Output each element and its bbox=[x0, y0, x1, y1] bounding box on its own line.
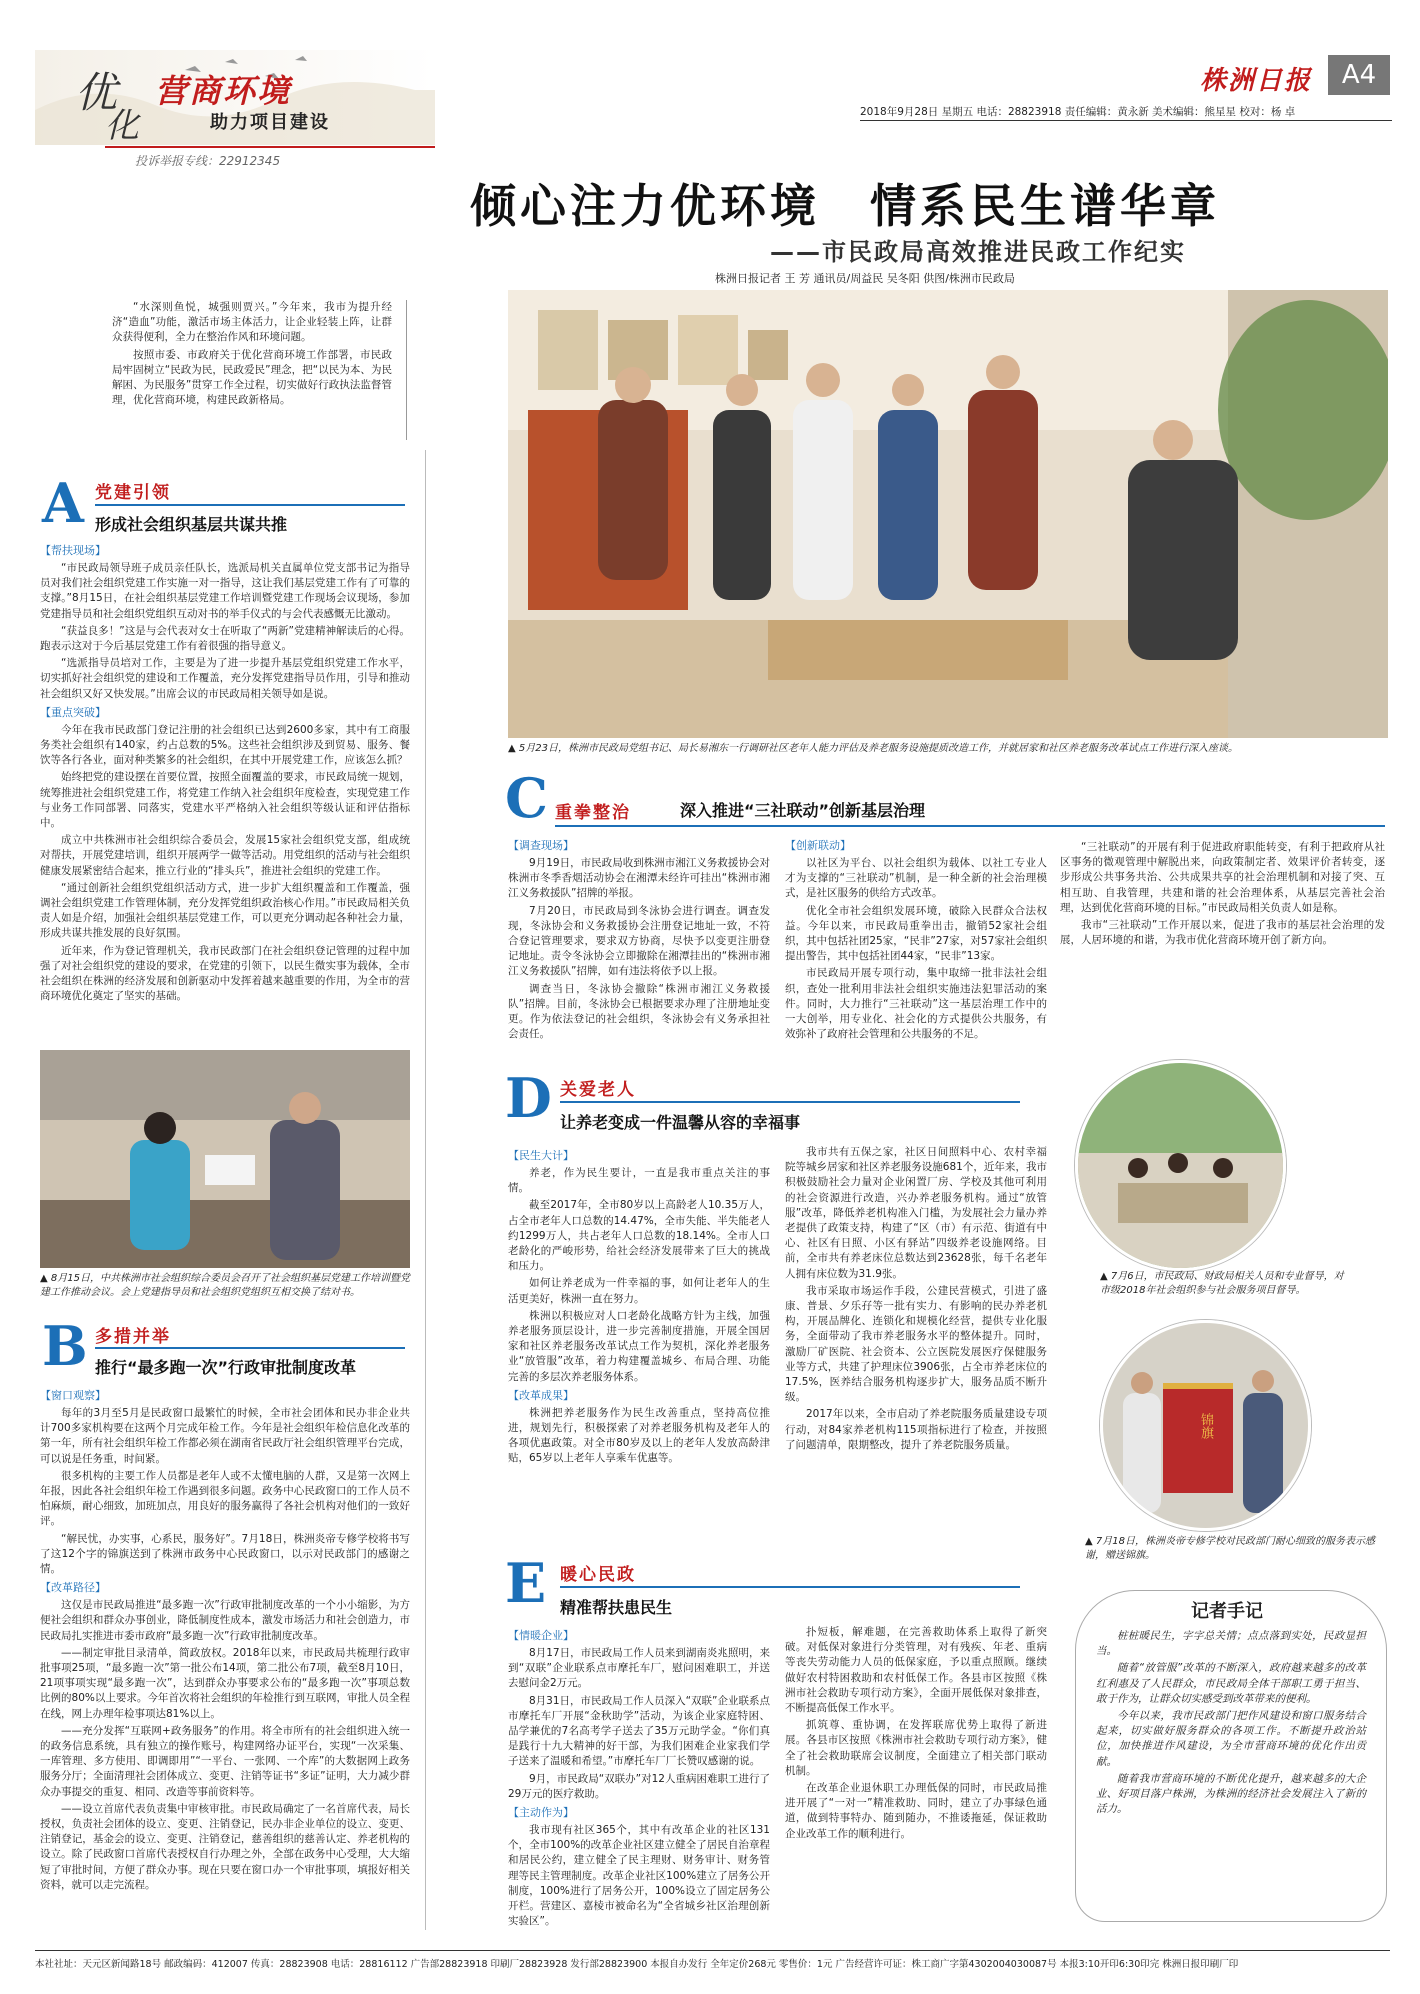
section-d-col1 bbox=[508, 1145, 770, 1545]
section-e-col1 bbox=[508, 1625, 770, 1945]
intro-paragraph: “水深则鱼悦，城强则贾兴。”今年来，我市为提升经济“造血”功能，激活市场主体活力，让企业轻装上阵，让群众获得便利，全力在整治作风和环境问题。 bbox=[112, 301, 392, 344]
section-c-col1 bbox=[508, 835, 770, 1050]
section-a-paragraph: 今年在我市民政部门登记注册的社会组织已达到2600多家，其中有工商服务类社会组织有140家，约占总数的5%。这些社会组织涉及到贸易、服务、餐饮等各行各业，面对种类繁多的社会组织，在其中开展党建工作，应该怎么抓？ bbox=[40, 723, 410, 767]
journal-title: 记者手记 bbox=[1191, 1601, 1263, 1622]
banner-char1: 优 bbox=[75, 68, 118, 117]
intro bbox=[112, 300, 392, 410]
section-c-subtitle: 深入推进“三社联动”创新基层治理 bbox=[680, 801, 926, 820]
section-c-tag2: 【创新联动】 bbox=[785, 839, 851, 852]
section-c-paragraph: 以社区为平台、以社会组织为载体、以社工专业人才为支撑的“三社联动”机制，是一种全新的社会治理模式，是社区服务的供给方式改革。 bbox=[785, 857, 1047, 900]
section-e-paragraph: 8月17日，市民政局工作人员来到湖南炎兆照明，来到“双联”企业联系点市摩托车厂，慰问困难职工，并送去慰问金2万元。 bbox=[508, 1647, 770, 1690]
section-d-paragraph: 株洲以积极应对人口老龄化战略方针为主线，加强养老服务顶层设计，进一步完善制度措施，开展全国居家和社区养老服务改革试点工作为契机，深化养老服务业“放管服”改革，着力构建覆盖城乡、布局合理、功能完善的多层次养老服务体系。 bbox=[508, 1309, 770, 1383]
section-a-body bbox=[40, 540, 410, 1006]
section-b-body bbox=[40, 1385, 410, 1895]
section-b-paragraph: ——设立首席代表负责集中审核审批。市民政局确定了一名首席代表，局长授权，负责社会团体的设立、变更、注销登记，民办非企业单位的设立、变更、注销登记，基金会的设立、变更、注销登记，慈善组织的慈善认定、养老机构的设立。除了民政窗口首席代表授权自行办理之外，全部在政务中心受理，大大缩短了审批时间，方便了群众办事。现在只要在窗口办一个审批事项，填报好相关资料，就可以走完流程。 bbox=[40, 1802, 410, 1891]
section-c-rule bbox=[555, 825, 1385, 827]
page-number: A4 bbox=[1328, 55, 1390, 95]
section-d-tag1: 【民生大计】 bbox=[508, 1149, 574, 1162]
section-d-paragraph: 如何让养老成为一件幸福的事，如何让老年人的生活更美好，株洲一直在努力。 bbox=[508, 1277, 770, 1305]
section-a-title: 党建引领 bbox=[95, 483, 171, 503]
section-e-paragraph: 在改革企业退休职工办理低保的同时，市民政局推进开展了“一对一”精准救助、同时，建立了办事绿色通道，做到特事特办、随到随办，不推诿拖延，保证救助企业改革工作的顺利进行。 bbox=[785, 1782, 1047, 1840]
section-c-paragraph: 7月20日，市民政局到冬泳协会进行调查。调查发现，冬泳协会和义务救援协会注册登记地址一致，不符合登记管理要求，要求双方协商，尽快予以变更注册登记地址。责令冬泳协会立即撤除在湘潭挂出的“株洲市湘江义务救援队”招牌，如有违法将依予以上报。 bbox=[508, 904, 770, 978]
masthead-logo: 株洲日报 bbox=[1200, 66, 1313, 96]
section-b-letter: B bbox=[42, 1314, 88, 1378]
section-b-paragraph: “解民忧，办实事，心系民，服务好”。7月18日，株洲炎帝专修学校将书写了这12个字的锦旗送到了株洲市政务中心民政窗口，以示对民政部门的感谢之情。 bbox=[40, 1532, 410, 1576]
section-a-letter: A bbox=[42, 471, 84, 535]
section-b-paragraph: ——制定审批目录清单，简政放权。2018年以来，市民政局共梳理行政审批事项25项，“最多跑一次”第一批公布14项，第二批公布7项，截至8月10日，21项事项实现“最多跑一次”，达到群众办事要求公布的“最多跑一次”事项总数比例的80%以上要求。今年首次将社会组织的年检推行到互联网，审批人员全程在线，网上办理年检事项达81%以上。 bbox=[40, 1646, 410, 1720]
section-a-tag1: 【帮扶现场】 bbox=[40, 544, 106, 557]
section-a-tag2: 【重点突破】 bbox=[40, 705, 106, 719]
section-e-paragraph: 扑短板，解难题，在完善救助体系上取得了新突破。对低保对象进行分类管理，对有残疾、年老、重病等丧失劳动能力人员的低保家庭，予以重点照顾。继续做好农村特困救助和农村低保工作。各县市区按照《株洲市社会救助专项行动方案》，全面开展低保对象排查，不断提高低保工作水平。 bbox=[785, 1626, 1047, 1715]
section-b-tag2: 【改革路径】 bbox=[40, 1581, 106, 1595]
section-a-paragraph: 成立中共株洲市社会组织综合委员会，发展15家社会组织党支部，组成统对帮扶，开展党建培训，组织开展两学一做等活动。用党组织的活动与社会组织健康发展紧密结合起来，推立行业的“排头兵”，推进社会组织的党建工作。 bbox=[40, 834, 410, 877]
section-c-col3 bbox=[1060, 840, 1385, 1050]
section-b-paragraph: ——充分发挥“互联网+政务服务”的作用。将全市所有的社会组织进入统一的政务信息系统，具有独立的操作账号，构建网络办证平台，实现“一次采集、一库管理、多方使用、即调即用”“一平台、一张网、一个库”的大数据网上政务服务分厅；全面清理社会团体成立、变更、注销等证书“多证”证明，大力减少群众办事提交的重复、相同、改造等事前资料等。 bbox=[40, 1724, 410, 1798]
top-banner bbox=[35, 50, 435, 180]
section-e-paragraph: 8月31日，市民政局工作人员深入“双联”企业联系点市摩托车厂开展“金秋助学”活动，为该企业家庭特困、品学兼优的7名高考学子送去了35万元助学金。“你们真是践行十九大精神的好干部，为我们困难企业家我们学子送来了温暖和希望。”市摩托车厂厂长赞叹感谢的说。 bbox=[508, 1694, 770, 1768]
circle-photo-2-caption: ▲ 7月18日，株洲炎帝专修学校对民政部门耐心细致的服务表示感谢，赠送锦旗。 bbox=[1085, 1536, 1375, 1561]
section-c-letter: C bbox=[505, 766, 548, 830]
section-d-paragraph: 截至2017年，全市80岁以上高龄老人10.35万人，占全市老年人口总数的14.47%，全市失能、半失能老人约1299万人，共占老年人口总数的18.14%。全市人口老龄化的严峻形势，给社会经济发展带来了巨大的挑战和压力。 bbox=[508, 1199, 770, 1273]
main-headline: 倾心注力优环境 情系民生谱华章 bbox=[470, 179, 1220, 233]
section-e-title: 暖心民政 bbox=[560, 1565, 636, 1585]
date-line: 2018年9月28日 星期五 电话：28823918 责任编辑：黄永新 美术编辑：熊星星 校对：杨 卓 bbox=[860, 106, 1296, 118]
section-d-title: 关爱老人 bbox=[560, 1080, 636, 1100]
journal-paragraph: 随着“放管服”改革的不断深入，政府越来越多的改革红利惠及了人民群众，市民政局全体干部职工勇于担当、敢于作为，让群众切实感受到改革带来的便利。 bbox=[1096, 1662, 1366, 1705]
footer-rule bbox=[35, 1950, 1390, 1951]
banner-subtitle: 助力项目建设 bbox=[210, 112, 330, 133]
section-b-tag1: 【窗口观察】 bbox=[40, 1389, 106, 1402]
main-photo-caption: ▲ 5月23日，株洲市民政局党组书记、局长易湘东一行调研社区老年人能力评估及养老服务设施提质改造工作，并就居家和社区养老服务改革试点工作进行深入座谈。 bbox=[508, 743, 1238, 754]
section-d-col2 bbox=[785, 1145, 1047, 1545]
section-e-letter: E bbox=[505, 1551, 547, 1615]
section-d-rule bbox=[560, 1101, 1020, 1103]
circle-photo-2 bbox=[1100, 1320, 1311, 1531]
banner-char2: 化 bbox=[105, 106, 139, 146]
section-a-paragraph: 始终把党的建设摆在首要位置，按照全面覆盖的要求，市民政局统一规划，统筹推进社会组织党建工作，将党建工作纳入社会组织年度检查，实现党建工作与业务工作同部署、同落实，党建水平严格纳入社会组织等级认证和评估指标中。 bbox=[40, 771, 410, 830]
section-c-col2 bbox=[785, 835, 1047, 1050]
main-photo bbox=[508, 290, 1388, 738]
section-d-tag2: 【改革成果】 bbox=[508, 1388, 574, 1402]
journal-paragraph: 随着我市营商环境的不断优化提升，越来越多的大企业、好项目落户株洲，为株洲的经济社会发展注入了新的活力。 bbox=[1096, 1772, 1366, 1816]
journal-paragraph: 桩桩暖民生，字字总关情；点点落到实处，民政显担当。 bbox=[1096, 1630, 1366, 1658]
section-e-paragraph: 抓筑尊、重协调，在发挥联席优势上取得了新进展。各县市区按照《株洲市社会救助专项行动方案》，健全了社会救助联席会议制度，全面建立了相关部门联动机制。 bbox=[785, 1719, 1047, 1777]
headline-subtitle: ——市民政局高效推进民政工作纪实 bbox=[770, 238, 1186, 266]
section-c-paragraph: 9月19日，市民政局收到株洲市湘江义务救援协会对株洲市冬季香烟活动协会在湘潭未经许可挂出“株洲市湘江义务救援队”招牌的举报。 bbox=[508, 857, 770, 900]
section-a-photo-caption: ▲ 8月15日，中共株洲市社会组织综合委员会召开了社会组织基层党建工作培训暨党建工作推动会议。会上党建指导员和社会组织党组织互相交换了结对书。 bbox=[40, 1273, 410, 1298]
officials-visit-photo bbox=[508, 290, 1388, 738]
column-divider bbox=[425, 450, 426, 1930]
section-b-rule bbox=[95, 1347, 405, 1349]
journal-paragraph: 今年以来，我市民政部门把作风建设和窗口服务结合起来，切实做好服务群众的各项工作。不断提升政治站位，加快推进作风建设，为全市营商环境的优化作出贡献。 bbox=[1096, 1710, 1366, 1768]
section-b-paragraph: 这仅是市民政局推进“最多跑一次”行政审批制度改革的一个小小缩影，为方便社会组织和群众办事创业，降低制度性成本，激发市场活力和社会创造力，市民政局扎实推进市委市政府“最多跑一次”行政审批制度改革。 bbox=[40, 1599, 410, 1642]
section-c-paragraph: 市民政局开展专项行动，集中取缔一批非法社会组织，查处一批利用非法社会组织实施违法犯罪活动的案件。同时，大力推行“三社联动”这一基层治理工作中的一大创举，用专业化、社会化的方式提供公共服务，有效弥补了政府社会管理和公共服务的不足。 bbox=[785, 967, 1047, 1041]
training-meeting-photo bbox=[40, 1050, 410, 1268]
section-e-col2 bbox=[785, 1625, 1047, 1945]
section-a-paragraph: “获益良多！”这是与会代表对女士在听取了“两新”党建精神解读后的心得。跑表示这对于今后基层党建工作有着很强的指导意义。 bbox=[40, 624, 410, 653]
section-e-subtitle: 精准帮扶患民生 bbox=[560, 1598, 673, 1617]
circle-photo-1 bbox=[1075, 1060, 1286, 1271]
hotline: 投诉举报专线：22912345 bbox=[135, 154, 281, 168]
section-a-paragraph: 近年来，作为登记管理机关，我市民政部门在社会组织登记管理的过程中加强了对社会组织党的建设的要求，在党建的引领下，以民生微实事为载体，全市社会组织在株洲的经济发展和创新驱动中发挥着越来越重要的作用，为全市的营商环境优化奠定了坚实的基础。 bbox=[40, 944, 410, 1003]
header-rule bbox=[860, 120, 1392, 121]
section-c-title: 重拳整治 bbox=[555, 803, 631, 823]
section-b-paragraph: 很多机构的主要工作人员都是老年人或不太懂电脑的人群，又是第一次网上年报，因此各社会组织年检工作遇到很多问题。政务中心民政窗口的工作人员不怕麻烦，耐心细致，加班加点，用良好的服务赢得了各社会机构对他们的一致好评。 bbox=[40, 1469, 410, 1528]
section-d-paragraph: 2017年以来，全市启动了养老院服务质量建设专项行动，对84家养老机构115项指标进行了检查，并按照了问题清单，限期整改，提升了养老院服务质量。 bbox=[785, 1408, 1047, 1451]
section-c-tag1: 【调查现场】 bbox=[508, 839, 574, 852]
section-d-paragraph: 我市采取市场运作手段，公建民营模式，引进了盛康、普景、夕乐孖等一批有实力、有影响的民办养老机构，开展品牌化、连锁化和规模化经营，提供专业化服务，全面带动了我市养老服务水平的整体提升。同时，激励厂矿医院、社会资本、公立医院发展医疗保健服务业等方式，共建了护理床位3906张，占全市养老床位的17.5%，医养结合服务机构逐步扩大，服务品质不断升级。 bbox=[785, 1284, 1047, 1404]
section-d-paragraph: 我市共有五保之家，社区日间照料中心、农村幸福院等城乡居家和社区养老服务设施681个，近年来，我市积极鼓励社会力量对企业闲置厂房、学校及其他可利用的社会资源进行改造，兴办养老服务机构。通过“放管服”改革，降低养老机构准入门槛，为发展社会力量办养老提供了政策支持，构建了“区（市）有示范、街道有中心、社区有日照、小区有驿站”四级养老设施网络。目前，全市共有养老床位总数达到23628张，每千名老年人拥有床位数为31.9张。 bbox=[785, 1146, 1047, 1280]
section-a-paragraph: “通过创新社会组织党组织活动方式，进一步扩大组织覆盖和工作覆盖，强调社会组织党建工作管理体制，充分发挥党组织政治核心作用。”市民政局相关负责人如是介绍，加强社会组织基层党建工作，可以更充分调动起各种社会力量，形成共谋共推发展的良好氛围。 bbox=[40, 881, 410, 940]
banner-title: 营商环境 bbox=[155, 72, 292, 110]
section-a-photo bbox=[40, 1050, 410, 1268]
intro-paragraph: 按照市委、市政府关于优化营商环境工作部署，市民政局牢固树立“民政为民，民政爱民”理念，把“以民为本、为民解困、为民服务”贯穿工作全过程，切实做好行政执法监督管理，优化营商环境，构建民政新格局。 bbox=[112, 348, 392, 407]
footer-info: 本社社址：天元区新闻路18号 邮政编码：412007 传真：28823908 电话：28816112 广告部28823918 印刷厂28823928 发行部28823900 本报自办发行 全年定价268元 零售价：1元 广告经营许可证：株工商广字第4302004030087号 本报3:10开印6:30印完 株洲日报印刷厂印 bbox=[35, 1959, 1239, 1970]
section-d-paragraph: 养老，作为民生要计，一直是我市重点关注的事情。 bbox=[508, 1167, 770, 1195]
section-b-paragraph: 每年的3月至5月是民政窗口最繁忙的时候，全市社会团体和民办非企业共计700多家机构要在这两个月完成年检工作。今年是社会组织年检信息化改革的第一年，所有社会组织年检工作都必须在湖南省民政厅社会组织管理平台完成，可以说是任务重，时间紧。 bbox=[40, 1407, 410, 1465]
journal-body bbox=[1096, 1629, 1366, 1819]
section-e-paragraph: 9月，市民政局“双联办”对12人重病困难职工进行了29万元的医疗救助。 bbox=[508, 1772, 770, 1800]
section-d-letter: D bbox=[505, 1066, 552, 1130]
section-c-paragraph: “三社联动”的开展有利于促进政府职能转变，有利于把政府从社区事务的微观管理中解脱出来，向政策制定者、效果评价者转变，逐步形成公共事务共治、公共成果共享的社会治理机制和对接了突、互相互助、自我管理，共建和谐的社会治理体系，从基层完善社会治理，达到优化营商环境的目标。”市民政局相关负责人如是称。 bbox=[1060, 841, 1385, 914]
section-e-paragraph: 我市现有社区365个，其中有改革企业的社区131个，全市100%的改革企业社区建立健全了居民自治章程和居民公约，建立健全了民主理财、财务审计、财务管理等民主管理制度。改革企业社区100%建立了居务公开制度，100%进行了居务公开，100%设立了固定居务公开栏。营建区、嘉棱市被命名为“全省城乡社区治理创新实验区”。 bbox=[508, 1824, 770, 1928]
section-e-tag2: 【主动作为】 bbox=[508, 1806, 574, 1820]
supervision-meeting-photo bbox=[1078, 1063, 1283, 1268]
section-d-paragraph: 株洲把养老服务作为民生改善重点，坚持高位推进，规划先行，积极探索了对养老服务机构及老年人的各项优惠政策。对全市80岁及以上的老年人发放高龄津贴，65岁以上老年人享乘车优惠等。 bbox=[508, 1406, 770, 1465]
circle-photo-1-caption: ▲ 7月6日，市民政局、财政局相关人员和专业督导，对市级2018年社会组织参与社会服务项目督导。 bbox=[1100, 1271, 1344, 1296]
section-b-title: 多措并举 bbox=[95, 1327, 171, 1347]
section-c-paragraph: 优化全市社会组织发展环境，破除入民群众合法权益。今年以来，市民政局重拳出击，撤销52家社会组织，其中包括社团25家，“民非”27家，对57家社会组织提出警告，其中包括社团44家，“民非”13家。 bbox=[785, 904, 1047, 963]
section-a-rule bbox=[95, 504, 405, 506]
section-a-paragraph: “市民政局领导班子成员亲任队长，选派局机关直属单位党支部书记为指导员对我们社会组织党建工作实施一对一指导，这让我们基层党建工作有了可靠的支撑。”8月15日，在社会组织基层党建工作培训暨党建工作现场会议现场，参加党建指导员和社会组织党组织互动对书的举手仪式的与会代表感慨无比激动。 bbox=[40, 562, 410, 620]
section-e-rule bbox=[560, 1586, 1020, 1588]
byline: 株洲日报记者 王 芳 通讯员/周益民 吴冬阳 供图/株洲市民政局 bbox=[715, 272, 1015, 285]
journal-box bbox=[1075, 1590, 1387, 1922]
section-a-paragraph: “选派指导员培对工作，主要是为了进一步提升基层党组织党建工作水平，切实抓好社会组织党的建设和工作覆盖，充分发挥党建指导员作用，引导和推动社会组织又好又快发展。”出席会议的市民政局相关领导如是说。 bbox=[40, 657, 410, 700]
section-c-paragraph: 调查当日，冬泳协会撤除“株洲市湘江义务救援队”招牌。目前，冬泳协会已根据要求办理了注册地址变更。作为依法登记的社会组织，冬泳协会有义务承担社会责任。 bbox=[508, 982, 770, 1041]
section-e-tag1: 【情暖企业】 bbox=[508, 1629, 574, 1642]
section-a-subtitle: 形成社会组织基层共谋共推 bbox=[95, 515, 288, 534]
section-b-subtitle: 推行“最多跑一次”行政审批制度改革 bbox=[95, 1358, 357, 1377]
intro-bracket bbox=[400, 300, 407, 440]
section-d-subtitle: 让养老变成一件温馨从容的幸福事 bbox=[560, 1113, 801, 1132]
section-c-paragraph: 我市“三社联动”工作开展以来，促进了我市的基层社会治理的发展，人居环境的和谐，为我市优化营商环境开创了新方向。 bbox=[1060, 919, 1385, 947]
banner-flag-text: 锦旗 bbox=[1198, 1413, 1213, 1439]
